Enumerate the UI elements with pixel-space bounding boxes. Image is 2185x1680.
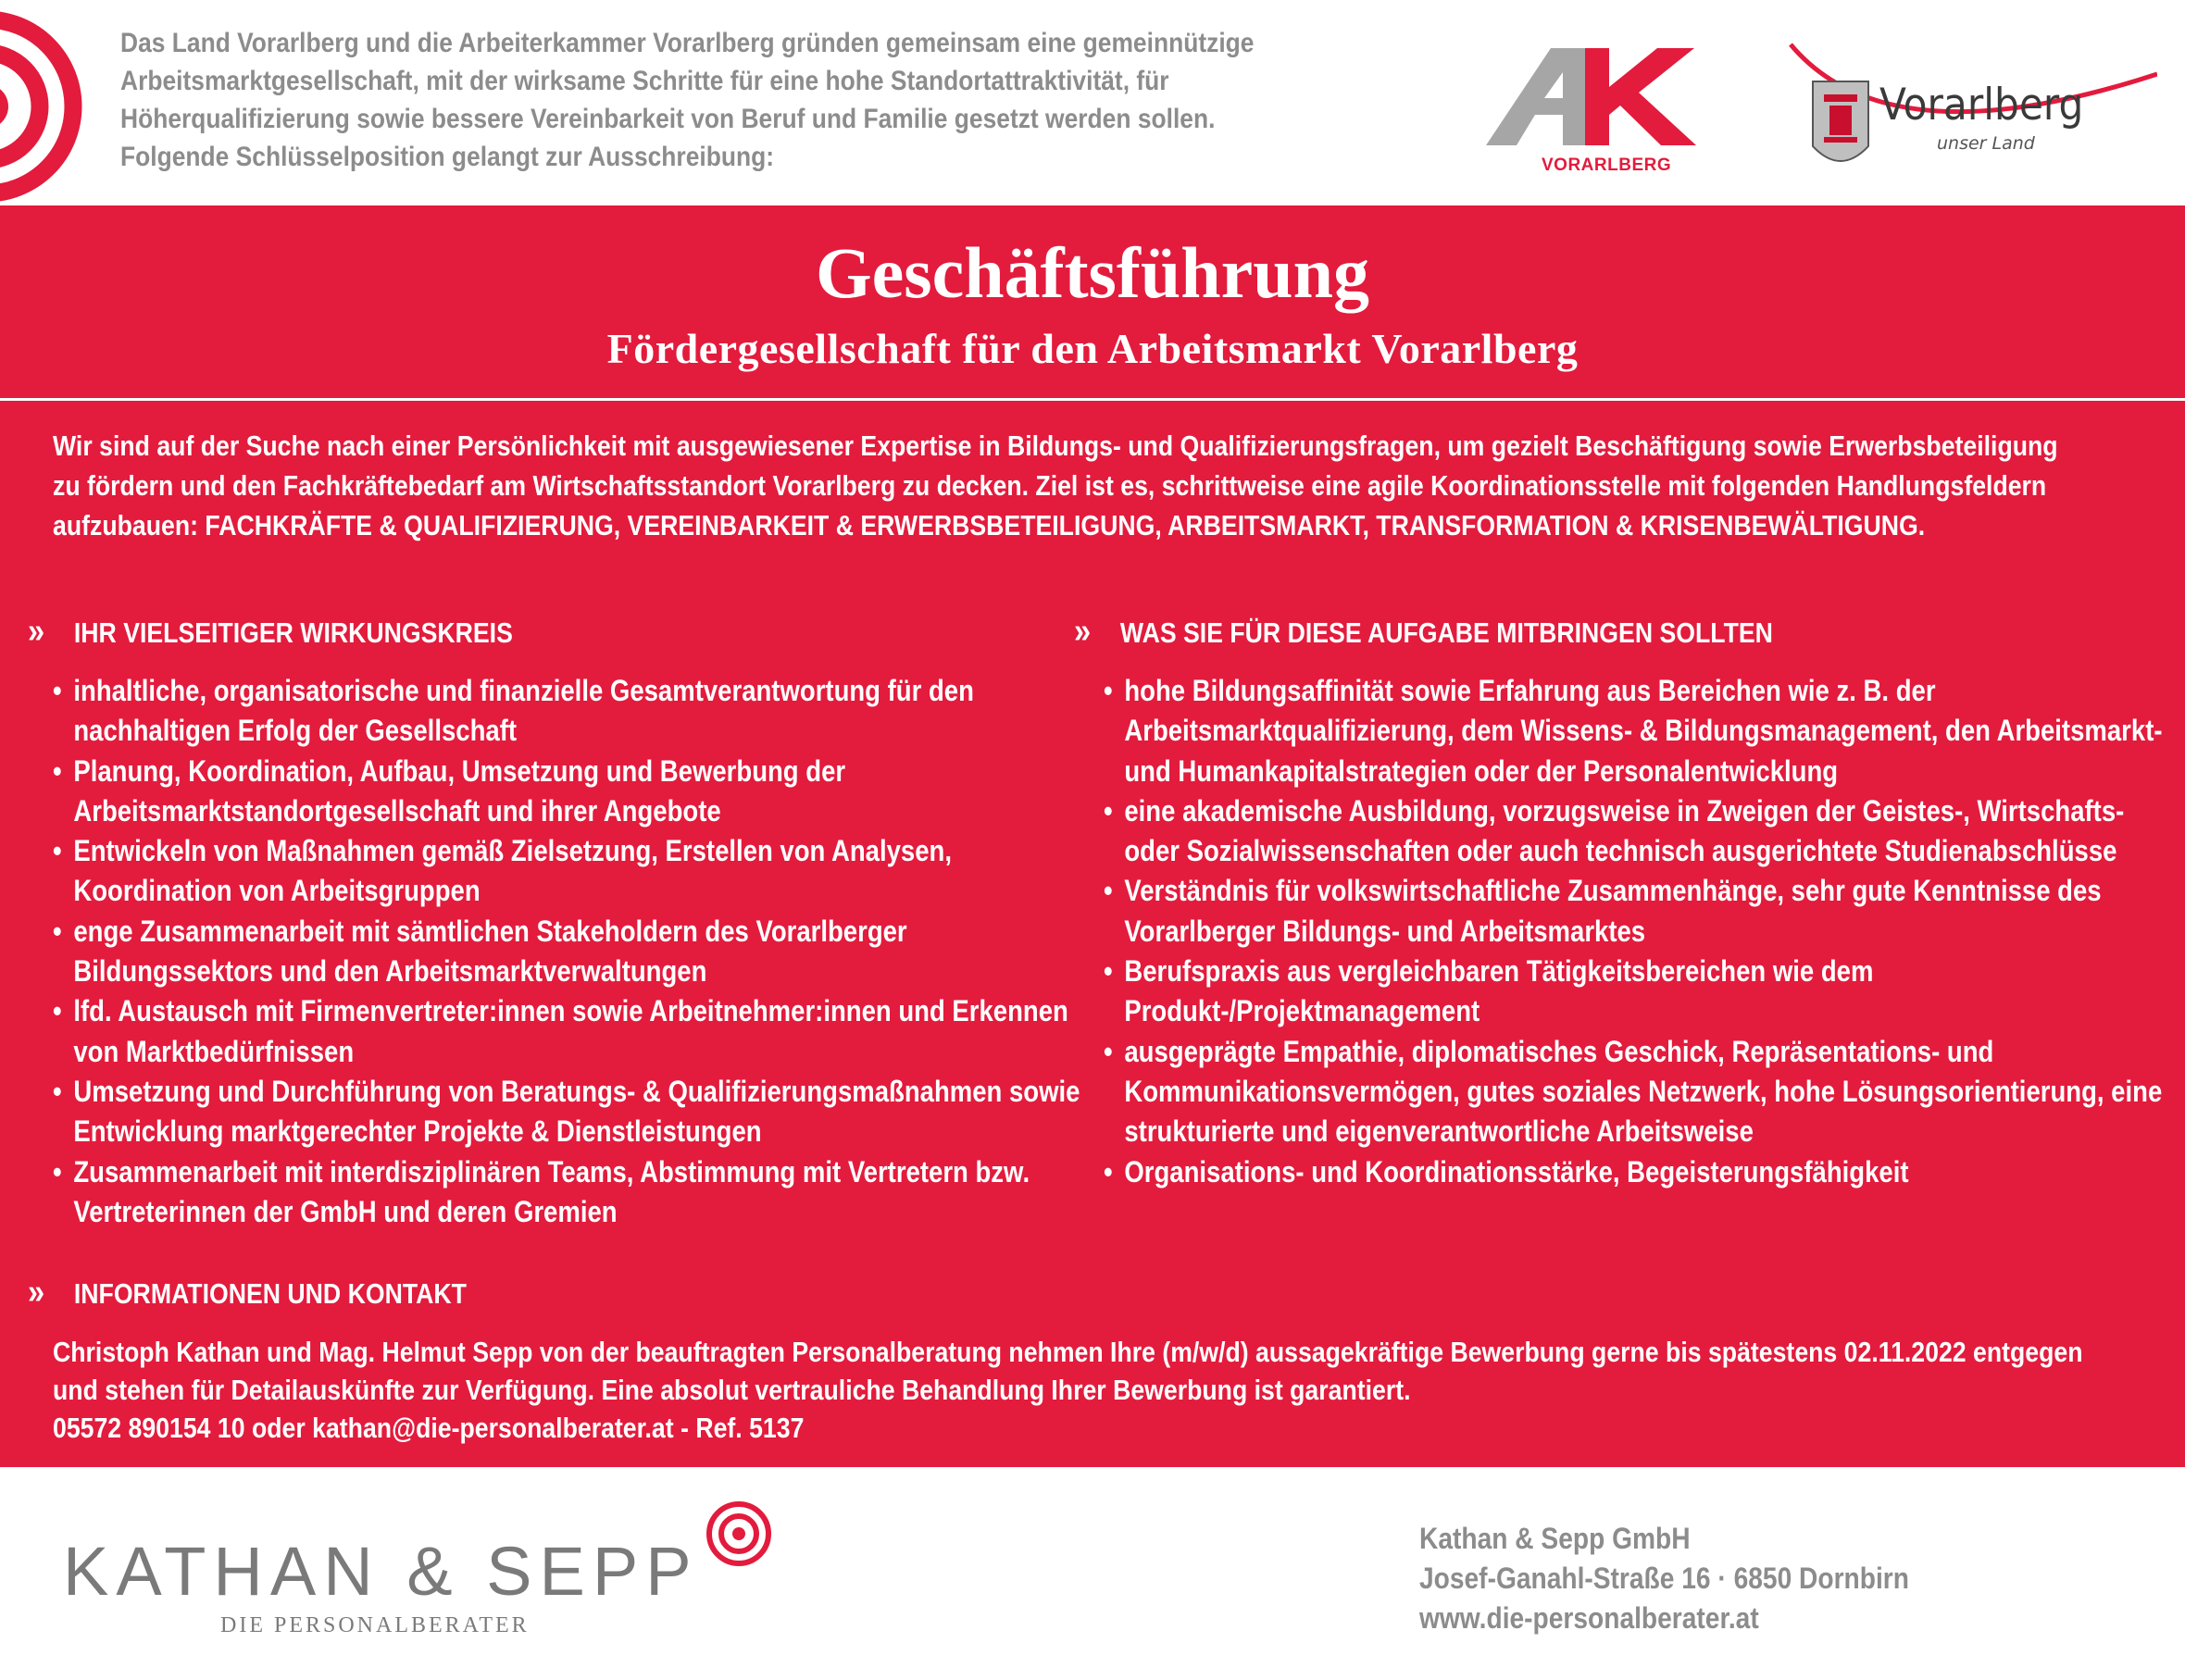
section-heading-text: WAS SIE FÜR DIESE AUFGABE MITBRINGEN SOLLTEN xyxy=(1119,616,1773,649)
tasks-list xyxy=(53,671,1112,1232)
vorarlberg-logo-tagline: unser Land xyxy=(1937,133,2035,154)
kathan-sepp-logo: KATHAN & SEPP xyxy=(63,1533,699,1610)
list-item: • eine akademische Ausbildung, vorzugsweise in Zweigen der Geistes-, Wirtschafts- oder Sozialwissenschaften oder auch technisch ausgerichtete Studienabschlüsse xyxy=(1104,791,2163,872)
section-heading-text: IHR VIELSEITIGER WIRKUNGSKREIS xyxy=(73,616,513,649)
requirements-list xyxy=(1104,671,2163,1192)
vorarlberg-logo-name: Vorarlberg xyxy=(1879,80,2084,131)
contact-details: 05572 890154 10 oder kathan@die-personalberater.at - Ref. 5137 xyxy=(53,1412,805,1444)
list-item: • ausgeprägte Empathie, diplomatisches Geschick, Repräsentations- und Kommunikationsvermögen, gutes soziales Netzwerk, hohe Lösungsorientierung, eine strukturierte und eigenverantwortliche Arbeitsweise xyxy=(1104,1032,2163,1152)
list-item: • enge Zusammenarbeit mit sämtlichen Stakeholdern des Vorarlberger Bildungssektors und den Arbeitsmarktverwaltungen xyxy=(53,912,1112,992)
contact-block xyxy=(53,1333,2091,1447)
list-item: • Umsetzung und Durchführung von Beratungs- & Qualifizierungsmaßnahmen sowie Entwicklung marktgerechter Projekte & Dienstleistungen xyxy=(53,1072,1112,1152)
chevron-right-icon: » xyxy=(28,1273,45,1312)
company-info xyxy=(1419,1519,1909,1638)
list-item: • Verständnis für volkswirtschaftliche Zusammenhänge, sehr gute Kenntnisse des Vorarlberger Bildungs- und Arbeitsmarktes xyxy=(1104,871,2163,952)
company-website[interactable]: www.die-personalberater.at xyxy=(1419,1601,1759,1635)
job-body xyxy=(0,205,2185,1467)
job-intro: Wir sind auf der Suche nach einer Persönlichkeit mit ausgewiesener Expertise in Bildungs- und Qualifizierungsfragen, um gezielt Beschäftigung sowie Erwerbsbeteiligung zu fördern und den Fachkräftebedarf am Wirtschaftsstandort Vorarlberg zu decken. Ziel ist es, schrittweise eine agile Koordinationsstelle mit folgenden Handlungsfeldern aufzubauen: FACHKRÄFTE & QUALIFIZIERUNG, VEREINBARKEIT & ERWERBSBETEILIGUNG, ARBEITSMARKT, TRANSFORMATION & KRISENBEWÄLTIGUNG. xyxy=(53,429,2058,541)
section-heading-tasks xyxy=(28,612,513,651)
header xyxy=(0,0,2185,204)
contact-text: Christoph Kathan und Mag. Helmut Sepp von der beauftragten Personalberatung nehmen Ihre (m/w/d) aussagekräftige Bewerbung gerne bis spätestens 02.11.2022 entgegen und stehen für Detailauskünfte zur Verfügung. Eine absolut vertrauliche Behandlung Ihrer Bewerbung ist garantiert. xyxy=(53,1336,2083,1406)
list-item: • hohe Bildungsaffinität sowie Erfahrung aus Bereichen wie z. B. der Arbeitsmarktqualifizierung, dem Wissens- & Bildungsmanagement, den Arbeitsmarkt- und Humankapitalstrategien oder der Personalentwicklung xyxy=(1104,671,2163,791)
section-heading-contact xyxy=(28,1273,467,1312)
footer xyxy=(0,1467,2185,1680)
list-item: • Entwickeln von Maßnahmen gemäß Zielsetzung, Erstellen von Analysen, Koordination von Arbeitsgruppen xyxy=(53,831,1112,912)
section-heading-requirements xyxy=(1074,612,1773,651)
job-title: Geschäftsführung xyxy=(815,232,1370,313)
chevron-right-icon: » xyxy=(28,612,45,651)
list-item: • Organisations- und Koordinationsstärke, Begeisterungsfähigkeit xyxy=(1104,1152,2163,1192)
ak-logo-subtitle: VORARLBERG xyxy=(1542,156,1672,175)
section-heading-text: INFORMATIONEN UND KONTAKT xyxy=(73,1277,467,1310)
company-name: Kathan & Sepp GmbH xyxy=(1419,1522,1691,1555)
company-address: Josef-Ganahl-Straße 16 · 6850 Dornbirn xyxy=(1419,1562,1909,1595)
target-rings-icon xyxy=(0,9,83,204)
target-rings-icon xyxy=(705,1500,772,1567)
intro-text: Das Land Vorarlberg und die Arbeiterkammer Vorarlberg gründen gemeinsam eine gemeinnützige Arbeitsmarktgesellschaft, mit der wirksame Schritte für eine hohe Standortattraktivität, für Höherqualifizierung sowie bessere Vereinbarkeit von Beruf und Familie gesetzt werden sollen. Folgende Schlüsselposition gelangt zur Ausschreibung: xyxy=(120,28,1255,172)
divider xyxy=(0,398,2185,401)
chevron-right-icon: » xyxy=(1074,612,1092,651)
list-item: • Planung, Koordination, Aufbau, Umsetzung und Bewerbung der Arbeitsmarktstandortgesellschaft und ihrer Angebote xyxy=(53,752,1112,832)
job-subtitle: Fördergesellschaft für den Arbeitsmarkt Vorarlberg xyxy=(606,325,1579,372)
list-item: • inhaltliche, organisatorische und finanzielle Gesamtverantwortung für den nachhaltigen Erfolg der Gesellschaft xyxy=(53,671,1112,752)
list-item: • Zusammenarbeit mit interdisziplinären Teams, Abstimmung mit Vertretern bzw. Vertreterinnen der GmbH und deren Gremien xyxy=(53,1152,1112,1233)
list-item: • lfd. Austausch mit Firmenvertreter:innen sowie Arbeitnehmer:innen und Erkennen von Marktbedürfnissen xyxy=(53,991,1112,1072)
list-item: • Berufspraxis aus vergleichbaren Tätigkeitsbereichen wie dem Produkt-/Projektmanagement xyxy=(1104,952,2163,1032)
kathan-sepp-logo-subtitle: DIE PERSONALBERATER xyxy=(220,1613,530,1637)
